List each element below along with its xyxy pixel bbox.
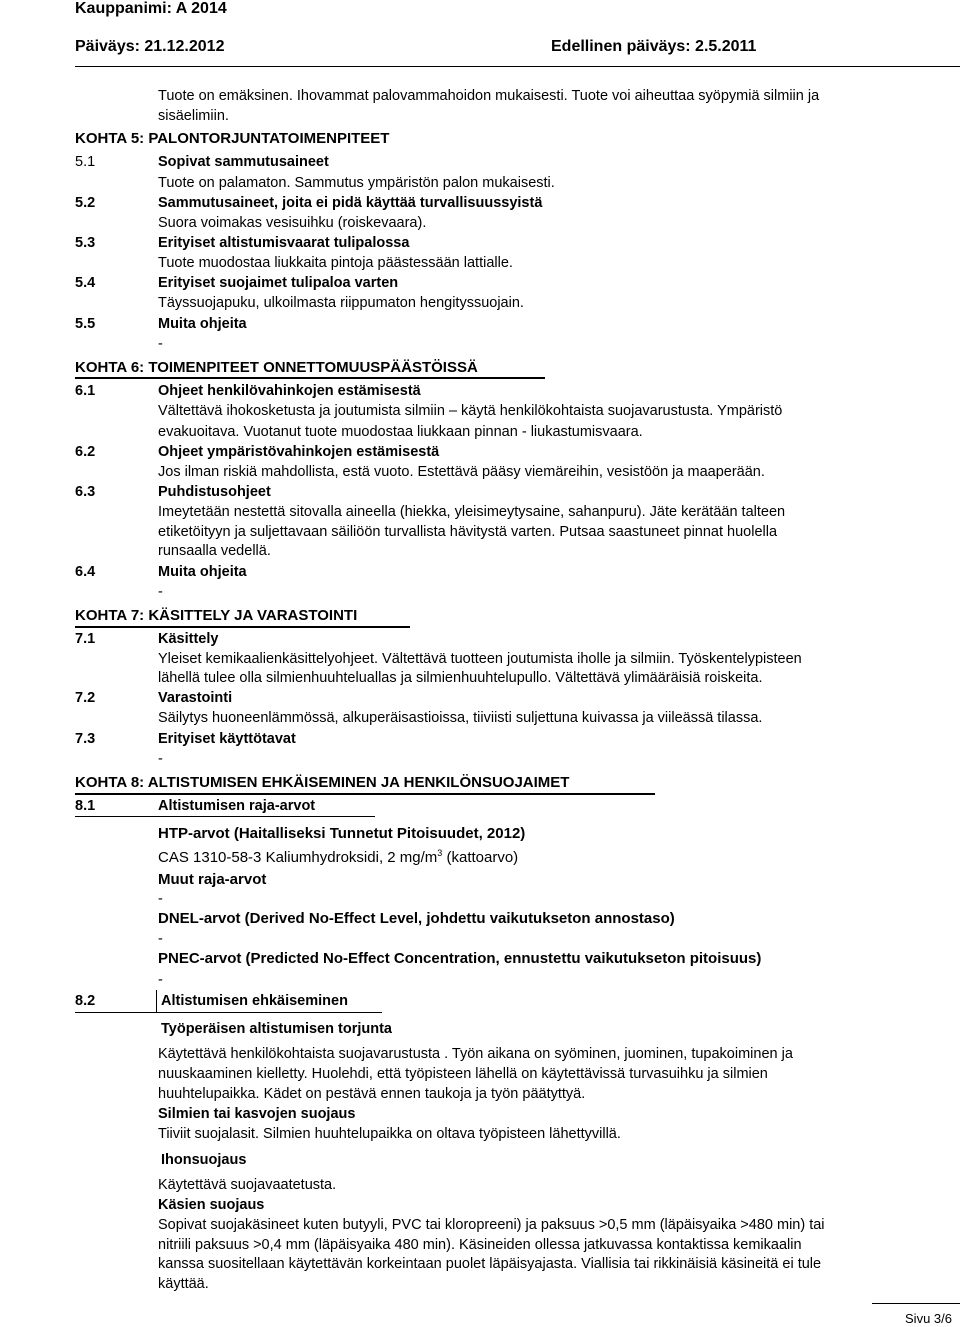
section-underline	[75, 377, 545, 379]
footer-rule	[872, 1303, 960, 1304]
body-text: käyttää.	[158, 1276, 209, 1292]
subsection-number: 8.2	[75, 993, 96, 1009]
body-text: Jos ilman riskiä mahdollista, estä vuoto. Estettävä pääsy viemäreihin, vesistöön ja maaperään.	[158, 464, 765, 480]
body-text: huuhtelupaikka. Kädet on pestävä ennen taukoja ja työn päätyttyä.	[158, 1086, 586, 1102]
intro-line: sisäelimiin.	[158, 108, 229, 124]
body-text: Yleiset kemikaalienkäsittelyohjeet. Vältettävä tuotteen joutumista iholle ja silmiin. Työskentelypisteen	[158, 651, 802, 667]
section-5-title: KOHTA 5: PALONTORJUNTATOIMENPITEET	[75, 130, 390, 147]
subsection-heading: Ohjeet ympäristövahinkojen estämisestä	[158, 444, 440, 460]
subsection-number: 5.1	[75, 154, 96, 170]
subsection-heading: Käsittely	[158, 631, 219, 647]
hand-protection-heading: Käsien suojaus	[158, 1197, 265, 1213]
section-8-title: KOHTA 8: ALTISTUMISEN EHKÄISEMINEN JA HENKILÖNSUOJAIMET	[75, 774, 570, 791]
eye-protection-heading: Silmien tai kasvojen suojaus	[158, 1106, 356, 1122]
body-text: Säilytys huoneenlämmössä, alkuperäisastioissa, tiiviisti suljettuna kuivassa ja viileässä tilassa.	[158, 710, 763, 726]
body-text: Käytettävä henkilökohtaista suojavarustusta . Työn aikana on syöminen, juominen, tupakoiminen ja	[158, 1046, 793, 1062]
subsection-heading: Erityiset suojaimet tulipaloa varten	[158, 275, 399, 291]
subsection-heading: Muita ohjeita	[158, 564, 247, 580]
dnel-heading: DNEL-arvot (Derived No-Effect Level, johdettu vaikutukseton annostaso)	[158, 910, 675, 927]
cas-superscript: 3	[437, 848, 443, 858]
body-text: -	[158, 584, 163, 600]
body-text: nitriili paksuus >0,4 mm (läpäisyaika 480 min). Käsineiden ollessa jatkuvassa kontaktissa kemikaalin	[158, 1237, 802, 1253]
section-6-title: KOHTA 6: TOIMENPITEET ONNETTOMUUSPÄÄSTÖISSÄ	[75, 359, 478, 376]
body-text: Tiiviit suojalasit. Silmien huuhtelupaikka on oltava työpisteen lähettyvillä.	[158, 1126, 621, 1142]
body-text: -	[158, 972, 163, 988]
body-text: lähellä tulee olla silmienhuuhteluallas ja silmienhuuhtelupullo. Vältettävä ylimääräisiä roiskeita.	[158, 670, 763, 686]
other-limits-heading: Muut raja-arvot	[158, 871, 267, 888]
page-number: Sivu 3/6	[905, 1311, 952, 1326]
section-underline	[75, 793, 655, 795]
body-text: runsaalla vedellä.	[158, 543, 271, 559]
cas-line	[158, 849, 518, 866]
subsection-number: 5.3	[75, 235, 96, 251]
previous-date: Edellinen päiväys: 2.5.2011	[551, 38, 757, 55]
body-text: evakuoitava. Vuotanut tuote muodostaa liukkaan pinnan - liukastumisvaara.	[158, 424, 643, 440]
subsection-number: 5.4	[75, 275, 96, 291]
body-text: kanssa suositellaan käytettävän korkeintaan puolet läpäisyajasta. Viallisia tai rikkinäisiä käsineitä ei tule	[158, 1256, 822, 1272]
subsection-number: 6.2	[75, 444, 96, 460]
body-text: etiketöityyn ja suljettavaan säiliöön turvallista hävitystä varten. Putsaa saastuneet pinnat huolella	[158, 524, 778, 540]
subsection-number: 6.1	[75, 383, 96, 399]
subsection-heading: Varastointi	[158, 690, 233, 706]
subsection-heading: Erityiset käyttötavat	[158, 731, 296, 747]
subsection-heading: Muita ohjeita	[158, 316, 247, 332]
header-rule	[75, 66, 960, 67]
body-text: Imeytetään nestettä sitovalla aineella (hiekka, yleisimeytysaine, sahanpuru). Jäte kerätään talteen	[158, 504, 786, 520]
subsection-heading: Sopivat sammutusaineet	[158, 154, 329, 170]
subsection-heading: Ohjeet henkilövahinkojen estämisestä	[158, 383, 421, 399]
subsection-heading: Erityiset altistumisvaarat tulipalossa	[158, 235, 410, 251]
subsection-number: 7.3	[75, 731, 96, 747]
htp-heading: HTP-arvot (Haitalliseksi Tunnetut Pitoisuudet, 2012)	[158, 825, 526, 842]
body-text: -	[158, 751, 163, 767]
subsection-number: 8.1	[75, 798, 96, 814]
body-text: Vältettävä ihokosketusta ja joutumista silmiin – käytä henkilökohtaista suojavarustusta. Ympäristö	[158, 403, 783, 419]
subsection-number: 6.4	[75, 564, 96, 580]
subsection-heading: Puhdistusohjeet	[158, 484, 271, 500]
body-text: Suora voimakas vesisuihku (roiskevaara).	[158, 215, 427, 231]
subsection-rule	[75, 1012, 382, 1013]
subsection-number: 5.2	[75, 195, 96, 211]
body-text: Tuote muodostaa liukkaita pintoja päästessään lattialle.	[158, 255, 513, 271]
body-text: -	[158, 336, 163, 352]
work-exposure-heading: Työperäisen altistumisen torjunta	[161, 1021, 392, 1037]
section-underline	[75, 626, 410, 628]
pnec-heading: PNEC-arvot (Predicted No-Effect Concentration, ennustettu vaikutukseton pitoisuus)	[158, 950, 762, 967]
cas-text-tail: (kattoarvo)	[442, 849, 519, 866]
subsection-heading: Altistumisen ehkäiseminen	[161, 993, 348, 1009]
body-text: -	[158, 931, 163, 947]
subsection-heading: Sammutusaineet, joita ei pidä käyttää turvallisuussyistä	[158, 195, 543, 211]
cas-text: CAS 1310-58-3 Kaliumhydroksidi, 2 mg/m	[158, 849, 438, 866]
body-text: nuuskaaminen kielletty. Huolehdi, että työpisteen lähellä on käytettävissä turvasuihku ja silmien	[158, 1066, 768, 1082]
skin-protection-heading: Ihonsuojaus	[161, 1152, 247, 1168]
body-text: Käytettävä suojavaatetusta.	[158, 1177, 337, 1193]
subsection-heading: Altistumisen raja-arvot	[158, 798, 316, 814]
body-text: Tuote on palamaton. Sammutus ympäristön palon mukaisesti.	[158, 175, 555, 191]
product-name: Kauppanimi: A 2014	[75, 0, 227, 17]
intro-line: Tuote on emäksinen. Ihovammat palovammahoidon mukaisesti. Tuote voi aiheuttaa syöpymiä silmiin ja	[158, 88, 820, 104]
body-text: Sopivat suojakäsineet kuten butyyli, PVC tai kloropreeni) ja paksuus >0,5 mm (läpäisyaika >480 min) tai	[158, 1217, 825, 1233]
subsection-rule	[75, 816, 375, 817]
section-7-title: KOHTA 7: KÄSITTELY JA VARASTOINTI	[75, 607, 358, 624]
subsection-number: 7.1	[75, 631, 96, 647]
subsection-number: 6.3	[75, 484, 96, 500]
subsection-number: 5.5	[75, 316, 96, 332]
subsection-number: 7.2	[75, 690, 96, 706]
body-text: Täyssuojapuku, ulkoilmasta riippumaton hengityssuojain.	[158, 295, 524, 311]
subsection-divider	[156, 990, 157, 1012]
body-text: -	[158, 891, 163, 907]
document-date: Päiväys: 21.12.2012	[75, 38, 225, 55]
